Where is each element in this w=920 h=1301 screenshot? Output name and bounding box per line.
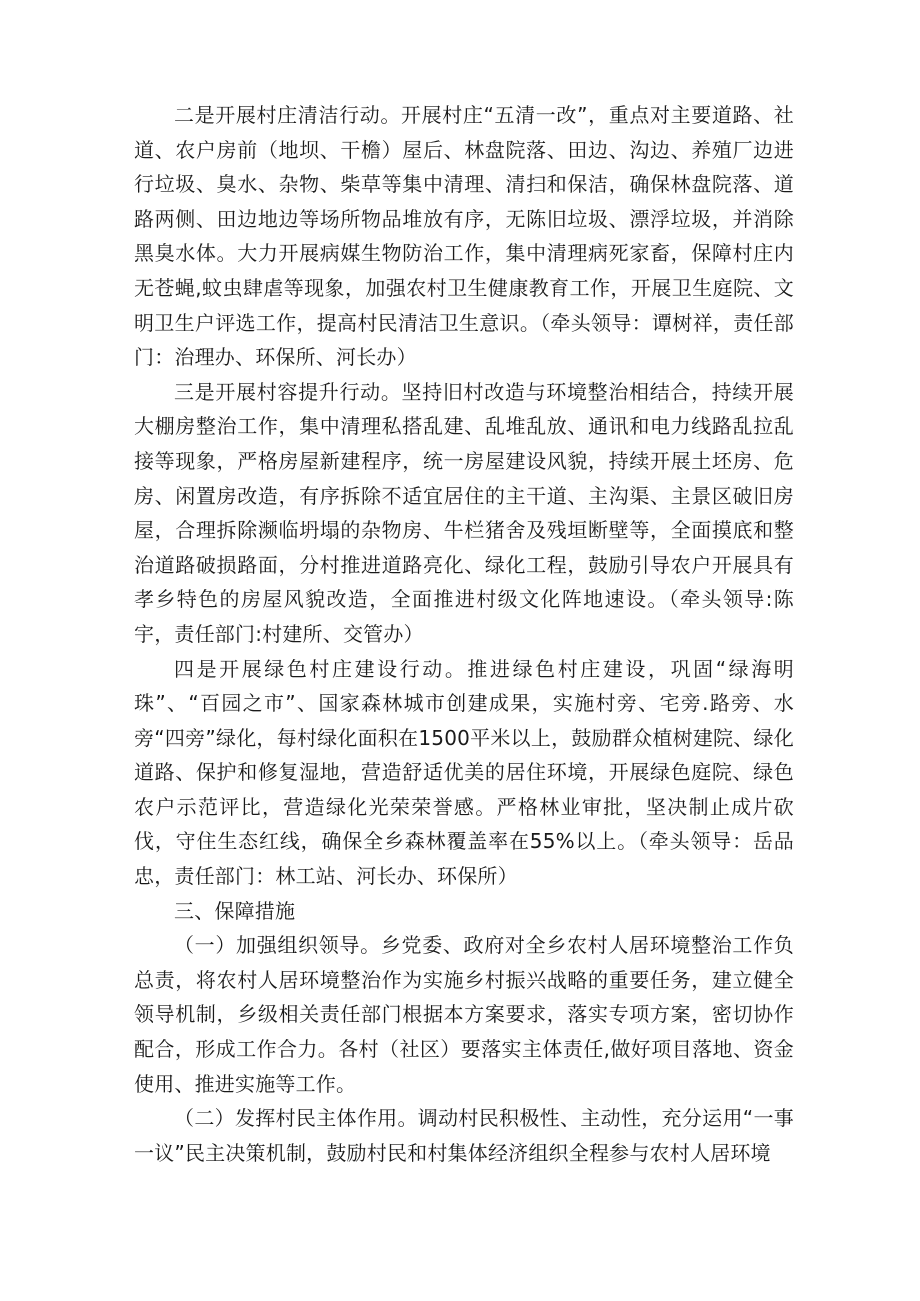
document-body <box>134 98 794 1170</box>
paragraph-villager-role: （二）发挥村民主体作用。调动村民积极性、主动性，充分运用“一事一议”民主决策机制，鼓励村民和村集体经济组织全程参与农村人居环境 <box>134 1106 794 1165</box>
paragraph-village-cleaning: 二是开展村庄清洁行动。开展村庄“五清一改”，重点对主要道路、社道、农户房前（地坝、干檐）屋后、林盘院落、田边、沟边、养殖厂边进行垃圾、臭水、杂物、柴草等集中清理、清扫和保洁，确保林盘院落、道路两侧、田边地边等场所物品堆放有序，无陈旧垃圾、漂浮垃圾，并消除黑臭水体。大力开展病媒生物防治工作，集中清理病死家畜，保障村庄内无苍蝇,蚊虫肆虐等现象，加强农村卫生健康教育工作，开展卫生庭院、文明卫生户评选工作，提高村民清洁卫生意识。（牵头领导：谭树祥，责任部门：治理办、环保所、河长办） <box>134 103 794 370</box>
paragraph-green-village: 四是开展绿色村庄建设行动。推进绿色村庄建设，巩固“绿海明珠”、“百园之市”、国家森林城市创建成果，实施村旁、宅旁.路旁、水旁“四旁”绿化，每村绿化面积在1500平米以上，鼓励群众植树建院、绿化道路、保护和修复湿地，营造舒适优美的居住环境，开展绿色庭院、绿色农户示范评比，营造绿化光荣荣誉感。严格林业审批，坚决制止成片砍伐，守住生态红线，确保全乡森林覆盖率在55%以上。（牵头领导：岳品忠，责任部门：林工站、河长办、环保所） <box>134 656 794 889</box>
section-heading-safeguards: 三、保障措施 <box>174 898 296 923</box>
paragraph-organization-leadership: （一）加强组织领导。乡党委、政府对全乡农村人居环境整治工作负总责，将农村人居环境整治作为实施乡村振兴战略的重要任务，建立健全领导机制，乡级相关责任部门根据本方案要求，落实专项方案，密切协作配合，形成工作合力。各村（社区）要落实主体责任,做好项目落地、资金使用、推进实施等工作。 <box>134 933 794 1096</box>
paragraph-village-appearance: 三是开展村容提升行动。坚持旧村改造与环境整治相结合，持续开展大棚房整治工作，集中清理私搭乱建、乱堆乱放、通讯和电力线路乱拉乱接等现象，严格房屋新建程序，统一房屋建设风貌，持续开展土坯房、危房、闲置房改造，有序拆除不适宜居住的主干道、主沟渠、主景区破旧房屋，合理拆除濒临坍塌的杂物房、牛栏猪舍及残垣断壁等，全面摸底和整治道路破损路面，分村推进道路亮化、绿化工程，鼓励引导农户开展具有孝乡特色的房屋风貌改造，全面推进村级文化阵地速设。（牵头领导:陈宇，责任部门:村建所、交管办） <box>134 379 794 646</box>
